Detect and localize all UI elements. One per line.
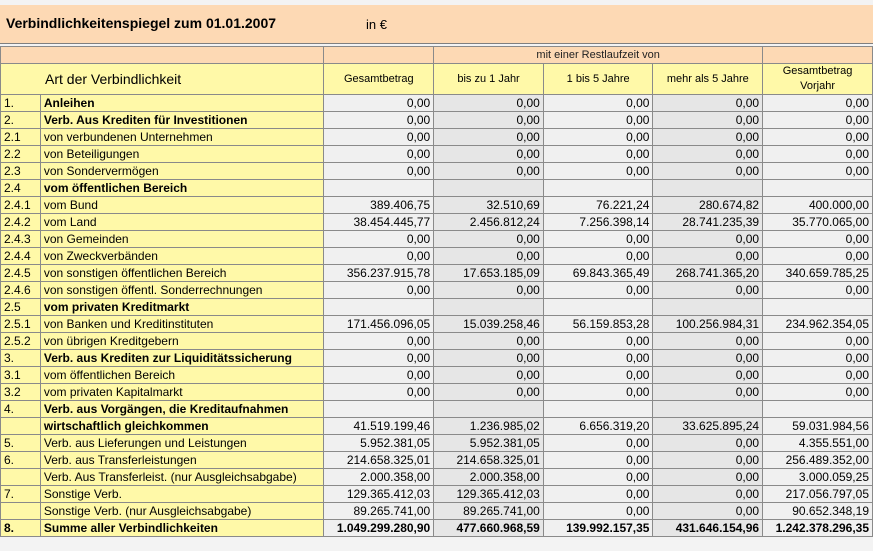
- row-number[interactable]: 4.: [1, 401, 41, 418]
- cell-gesamtbetrag[interactable]: 0,00: [324, 367, 434, 384]
- cell-vorjahr[interactable]: 0,00: [763, 129, 873, 146]
- cell-vorjahr[interactable]: 0,00: [763, 146, 873, 163]
- table-row: [1, 435, 873, 452]
- cell-bis1[interactable]: [434, 401, 544, 418]
- cell-vorjahr[interactable]: 0,00: [763, 350, 873, 367]
- cell-bis5[interactable]: 0,00: [543, 350, 653, 367]
- cell-mehr5[interactable]: [653, 299, 763, 316]
- cell-gesamtbetrag[interactable]: 0,00: [324, 95, 434, 112]
- cell-bis1[interactable]: 477.660.968,59: [434, 520, 544, 537]
- cell-vorjahr[interactable]: 0,00: [763, 384, 873, 401]
- cell-gesamtbetrag[interactable]: 0,00: [324, 146, 434, 163]
- gesamtbetrag-header: Gesamtbetrag: [324, 64, 434, 95]
- cell-vorjahr[interactable]: 0,00: [763, 248, 873, 265]
- row-label[interactable]: vom öffentlichen Bereich: [40, 367, 324, 384]
- cell-gesamtbetrag[interactable]: 0,00: [324, 248, 434, 265]
- cell-bis1[interactable]: 0,00: [434, 333, 544, 350]
- header-band-empty: [1, 47, 324, 64]
- row-label[interactable]: Verb. Aus Krediten für Investitionen: [40, 112, 324, 129]
- cell-gesamtbetrag[interactable]: 389.406,75: [324, 197, 434, 214]
- row-number[interactable]: 3.: [1, 350, 41, 367]
- row-label[interactable]: Verb. aus Vorgängen, die Kreditaufnahmen: [40, 401, 324, 418]
- cell-mehr5[interactable]: 431.646.154,96: [653, 520, 763, 537]
- cell-mehr5[interactable]: 0,00: [653, 231, 763, 248]
- cell-gesamtbetrag[interactable]: 0,00: [324, 231, 434, 248]
- column-header-row: [1, 64, 873, 95]
- row-label[interactable]: von Beteiligungen: [40, 146, 324, 163]
- row-label[interactable]: von sonstigen öffentl. Sonderrechnungen: [40, 282, 324, 299]
- vorjahr-header-line1: Gesamtbetrag: [782, 65, 853, 77]
- row-label[interactable]: Verb. aus Krediten zur Liquiditätssicherung: [40, 350, 324, 367]
- cell-bis5[interactable]: 0,00: [543, 435, 653, 452]
- cell-gesamtbetrag[interactable]: 0,00: [324, 282, 434, 299]
- cell-bis5[interactable]: [543, 401, 653, 418]
- cell-gesamtbetrag[interactable]: 38.454.445,77: [324, 214, 434, 231]
- cell-mehr5[interactable]: 28.741.235,39: [653, 214, 763, 231]
- cell-gesamtbetrag[interactable]: 129.365.412,03: [324, 486, 434, 503]
- table-row: [1, 197, 873, 214]
- cell-gesamtbetrag[interactable]: 0,00: [324, 333, 434, 350]
- cell-bis1[interactable]: 15.039.258,46: [434, 316, 544, 333]
- cell-mehr5[interactable]: 0,00: [653, 384, 763, 401]
- cell-bis1[interactable]: 89.265.741,00: [434, 503, 544, 520]
- row-label[interactable]: wirtschaftlich gleichkommen: [40, 418, 324, 435]
- row-number[interactable]: 2.5.1: [1, 316, 41, 333]
- vorjahr-header: [763, 64, 873, 95]
- cell-bis1[interactable]: 0,00: [434, 95, 544, 112]
- cell-bis1[interactable]: 2.000.358,00: [434, 469, 544, 486]
- cell-vorjahr[interactable]: [763, 299, 873, 316]
- table-row: [1, 299, 873, 316]
- cell-bis1[interactable]: 214.658.325,01: [434, 452, 544, 469]
- row-label[interactable]: vom privaten Kreditmarkt: [40, 299, 324, 316]
- restlaufzeit-header: mit einer Restlaufzeit von: [434, 47, 763, 64]
- cell-mehr5[interactable]: 0,00: [653, 248, 763, 265]
- cell-bis5[interactable]: [543, 180, 653, 197]
- table-row: [1, 503, 873, 520]
- cell-bis5[interactable]: 0,00: [543, 95, 653, 112]
- cell-gesamtbetrag[interactable]: 171.456.096,05: [324, 316, 434, 333]
- row-number[interactable]: 2.5.2: [1, 333, 41, 350]
- cell-mehr5[interactable]: 280.674,82: [653, 197, 763, 214]
- row-label[interactable]: von Zweckverbänden: [40, 248, 324, 265]
- row-number[interactable]: 2.: [1, 112, 41, 129]
- cell-vorjahr[interactable]: 90.652.348,19: [763, 503, 873, 520]
- cell-vorjahr[interactable]: 217.056.797,05: [763, 486, 873, 503]
- cell-mehr5[interactable]: 0,00: [653, 333, 763, 350]
- cell-bis1[interactable]: 0,00: [434, 282, 544, 299]
- cell-gesamtbetrag[interactable]: 5.952.381,05: [324, 435, 434, 452]
- cell-mehr5[interactable]: 33.625.895,24: [653, 418, 763, 435]
- table-row: [1, 265, 873, 282]
- row-label[interactable]: Verb. Aus Transferleist. (nur Ausgleichsabgabe): [40, 469, 324, 486]
- cell-mehr5[interactable]: 0,00: [653, 146, 763, 163]
- row-number[interactable]: [1, 503, 41, 520]
- table-row: [1, 486, 873, 503]
- cell-vorjahr[interactable]: 400.000,00: [763, 197, 873, 214]
- cell-gesamtbetrag[interactable]: 0,00: [324, 163, 434, 180]
- table-row: [1, 248, 873, 265]
- cell-bis5[interactable]: 0,00: [543, 112, 653, 129]
- row-number[interactable]: 5.: [1, 435, 41, 452]
- table-row: [1, 333, 873, 350]
- row-number[interactable]: [1, 469, 41, 486]
- table-row: [1, 129, 873, 146]
- cell-vorjahr[interactable]: [763, 401, 873, 418]
- cell-mehr5[interactable]: 268.741.365,20: [653, 265, 763, 282]
- cell-vorjahr[interactable]: 0,00: [763, 367, 873, 384]
- cell-bis5[interactable]: 7.256.398,14: [543, 214, 653, 231]
- row-number[interactable]: 2.3: [1, 163, 41, 180]
- cell-mehr5[interactable]: 0,00: [653, 129, 763, 146]
- cell-mehr5[interactable]: [653, 401, 763, 418]
- row-number[interactable]: 2.4.4: [1, 248, 41, 265]
- cell-mehr5[interactable]: 0,00: [653, 367, 763, 384]
- cell-bis5[interactable]: 56.159.853,28: [543, 316, 653, 333]
- cell-bis1[interactable]: 1.236.985,02: [434, 418, 544, 435]
- cell-gesamtbetrag[interactable]: 0,00: [324, 350, 434, 367]
- cell-bis1[interactable]: 2.456.812,24: [434, 214, 544, 231]
- cell-gesamtbetrag[interactable]: 0,00: [324, 129, 434, 146]
- row-number[interactable]: 2.2: [1, 146, 41, 163]
- table-row: [1, 384, 873, 401]
- cell-mehr5[interactable]: 0,00: [653, 435, 763, 452]
- cell-vorjahr[interactable]: 0,00: [763, 333, 873, 350]
- cell-vorjahr[interactable]: 1.242.378.296,35: [763, 520, 873, 537]
- cell-bis5[interactable]: 0,00: [543, 146, 653, 163]
- row-label[interactable]: von sonstigen öffentlichen Bereich: [40, 265, 324, 282]
- cell-bis5[interactable]: 6.656.319,20: [543, 418, 653, 435]
- currency-note: in €: [366, 17, 387, 32]
- liabilities-table: [0, 46, 873, 537]
- table-row: [1, 520, 873, 537]
- cell-bis5[interactable]: 0,00: [543, 282, 653, 299]
- cell-bis5[interactable]: 0,00: [543, 248, 653, 265]
- cell-vorjahr[interactable]: 0,00: [763, 282, 873, 299]
- row-number[interactable]: 2.5: [1, 299, 41, 316]
- cell-vorjahr[interactable]: 340.659.785,25: [763, 265, 873, 282]
- bis5-header: 1 bis 5 Jahre: [543, 64, 653, 95]
- cell-mehr5[interactable]: 0,00: [653, 503, 763, 520]
- cell-gesamtbetrag[interactable]: 89.265.741,00: [324, 503, 434, 520]
- row-label[interactable]: Sonstige Verb.: [40, 486, 324, 503]
- row-number[interactable]: 2.4: [1, 180, 41, 197]
- cell-gesamtbetrag[interactable]: [324, 401, 434, 418]
- cell-vorjahr[interactable]: 0,00: [763, 163, 873, 180]
- sheet-title: Verbindlichkeitenspiegel zum 01.01.2007: [6, 15, 277, 31]
- cell-bis1[interactable]: 0,00: [434, 248, 544, 265]
- cell-gesamtbetrag[interactable]: 41.519.199,46: [324, 418, 434, 435]
- row-label[interactable]: von Sondervermögen: [40, 163, 324, 180]
- cell-bis5[interactable]: 139.992.157,35: [543, 520, 653, 537]
- art-header: Art der Verbindlichkeit: [1, 64, 324, 95]
- cell-bis1[interactable]: 17.653.185,09: [434, 265, 544, 282]
- cell-bis1[interactable]: [434, 299, 544, 316]
- cell-bis5[interactable]: 0,00: [543, 452, 653, 469]
- cell-bis5[interactable]: 0,00: [543, 503, 653, 520]
- cell-bis5[interactable]: 0,00: [543, 333, 653, 350]
- vorjahr-header-line2: Vorjahr: [800, 80, 835, 92]
- row-label[interactable]: von Gemeinden: [40, 231, 324, 248]
- row-number[interactable]: 7.: [1, 486, 41, 503]
- row-label[interactable]: Verb. aus Lieferungen und Leistungen: [40, 435, 324, 452]
- cell-mehr5[interactable]: 0,00: [653, 95, 763, 112]
- cell-vorjahr[interactable]: 0,00: [763, 112, 873, 129]
- cell-mehr5[interactable]: 100.256.984,31: [653, 316, 763, 333]
- cell-bis1[interactable]: 0,00: [434, 129, 544, 146]
- cell-gesamtbetrag[interactable]: [324, 299, 434, 316]
- cell-vorjahr[interactable]: 35.770.065,00: [763, 214, 873, 231]
- cell-bis1[interactable]: 129.365.412,03: [434, 486, 544, 503]
- cell-bis5[interactable]: 0,00: [543, 231, 653, 248]
- header-band-empty-prev: [763, 47, 873, 64]
- table-row: [1, 163, 873, 180]
- cell-vorjahr[interactable]: 234.962.354,05: [763, 316, 873, 333]
- cell-bis1[interactable]: 0,00: [434, 146, 544, 163]
- mehr5-header: mehr als 5 Jahre: [653, 64, 763, 95]
- cell-vorjahr[interactable]: 4.355.551,00: [763, 435, 873, 452]
- cell-vorjahr[interactable]: 59.031.984,56: [763, 418, 873, 435]
- row-number[interactable]: 3.2: [1, 384, 41, 401]
- row-number[interactable]: 8.: [1, 520, 41, 537]
- bis1-header: bis zu 1 Jahr: [434, 64, 544, 95]
- row-label[interactable]: von übrigen Kreditgebern: [40, 333, 324, 350]
- row-number[interactable]: 2.4.3: [1, 231, 41, 248]
- cell-bis5[interactable]: 0,00: [543, 129, 653, 146]
- cell-mehr5[interactable]: 0,00: [653, 282, 763, 299]
- cell-mehr5[interactable]: 0,00: [653, 452, 763, 469]
- cell-vorjahr[interactable]: [763, 180, 873, 197]
- row-number[interactable]: 2.4.6: [1, 282, 41, 299]
- row-number[interactable]: 2.1: [1, 129, 41, 146]
- table-row: [1, 112, 873, 129]
- table-row: [1, 180, 873, 197]
- header-band: [1, 47, 873, 64]
- row-label[interactable]: vom öffentlichen Bereich: [40, 180, 324, 197]
- table-row: [1, 146, 873, 163]
- row-number[interactable]: 2.4.5: [1, 265, 41, 282]
- cell-mehr5[interactable]: 0,00: [653, 486, 763, 503]
- row-label[interactable]: von verbundenen Unternehmen: [40, 129, 324, 146]
- row-number[interactable]: 1.: [1, 95, 41, 112]
- row-number[interactable]: 6.: [1, 452, 41, 469]
- cell-bis5[interactable]: 76.221,24: [543, 197, 653, 214]
- cell-gesamtbetrag[interactable]: [324, 180, 434, 197]
- table-row: [1, 231, 873, 248]
- cell-bis1[interactable]: 0,00: [434, 384, 544, 401]
- title-bar: [0, 5, 873, 44]
- cell-gesamtbetrag[interactable]: 214.658.325,01: [324, 452, 434, 469]
- cell-vorjahr[interactable]: 3.000.059,25: [763, 469, 873, 486]
- cell-vorjahr[interactable]: 256.489.352,00: [763, 452, 873, 469]
- row-label[interactable]: Anleihen: [40, 95, 324, 112]
- table-row: [1, 452, 873, 469]
- table-row: [1, 367, 873, 384]
- cell-mehr5[interactable]: 0,00: [653, 469, 763, 486]
- table-row: [1, 401, 873, 418]
- cell-bis1[interactable]: 0,00: [434, 231, 544, 248]
- cell-bis1[interactable]: 5.952.381,05: [434, 435, 544, 452]
- cell-bis5[interactable]: 0,00: [543, 367, 653, 384]
- row-label[interactable]: Verb. aus Transferleistungen: [40, 452, 324, 469]
- cell-vorjahr[interactable]: 0,00: [763, 95, 873, 112]
- cell-bis5[interactable]: 0,00: [543, 384, 653, 401]
- cell-bis5[interactable]: 0,00: [543, 163, 653, 180]
- table-row: [1, 418, 873, 435]
- cell-mehr5[interactable]: 0,00: [653, 350, 763, 367]
- cell-bis1[interactable]: 0,00: [434, 367, 544, 384]
- cell-bis5[interactable]: [543, 299, 653, 316]
- cell-bis5[interactable]: 69.843.365,49: [543, 265, 653, 282]
- row-label[interactable]: von Banken und Kreditinstituten: [40, 316, 324, 333]
- row-label[interactable]: vom Land: [40, 214, 324, 231]
- row-number[interactable]: 2.4.2: [1, 214, 41, 231]
- cell-bis1[interactable]: 32.510,69: [434, 197, 544, 214]
- cell-gesamtbetrag[interactable]: 0,00: [324, 384, 434, 401]
- header-band-empty-total: [324, 47, 434, 64]
- row-label[interactable]: vom privaten Kapitalmarkt: [40, 384, 324, 401]
- table-row: [1, 214, 873, 231]
- cell-bis5[interactable]: 0,00: [543, 486, 653, 503]
- row-number[interactable]: 2.4.1: [1, 197, 41, 214]
- cell-gesamtbetrag[interactable]: 1.049.299.280,90: [324, 520, 434, 537]
- row-label[interactable]: Summe aller Verbindlichkeiten: [40, 520, 324, 537]
- row-number[interactable]: [1, 418, 41, 435]
- table-row: [1, 95, 873, 112]
- row-label[interactable]: vom Bund: [40, 197, 324, 214]
- cell-gesamtbetrag[interactable]: 2.000.358,00: [324, 469, 434, 486]
- cell-mehr5[interactable]: 0,00: [653, 163, 763, 180]
- cell-mehr5[interactable]: [653, 180, 763, 197]
- table-row: [1, 282, 873, 299]
- row-number[interactable]: 3.1: [1, 367, 41, 384]
- cell-bis1[interactable]: 0,00: [434, 350, 544, 367]
- table-row: [1, 316, 873, 333]
- cell-mehr5[interactable]: 0,00: [653, 112, 763, 129]
- cell-bis1[interactable]: [434, 180, 544, 197]
- table-row: [1, 350, 873, 367]
- cell-gesamtbetrag[interactable]: 0,00: [324, 112, 434, 129]
- row-label[interactable]: Sonstige Verb. (nur Ausgleichsabgabe): [40, 503, 324, 520]
- cell-vorjahr[interactable]: 0,00: [763, 231, 873, 248]
- cell-bis1[interactable]: 0,00: [434, 163, 544, 180]
- cell-bis5[interactable]: 0,00: [543, 469, 653, 486]
- cell-gesamtbetrag[interactable]: 356.237.915,78: [324, 265, 434, 282]
- cell-bis1[interactable]: 0,00: [434, 112, 544, 129]
- table-row: [1, 469, 873, 486]
